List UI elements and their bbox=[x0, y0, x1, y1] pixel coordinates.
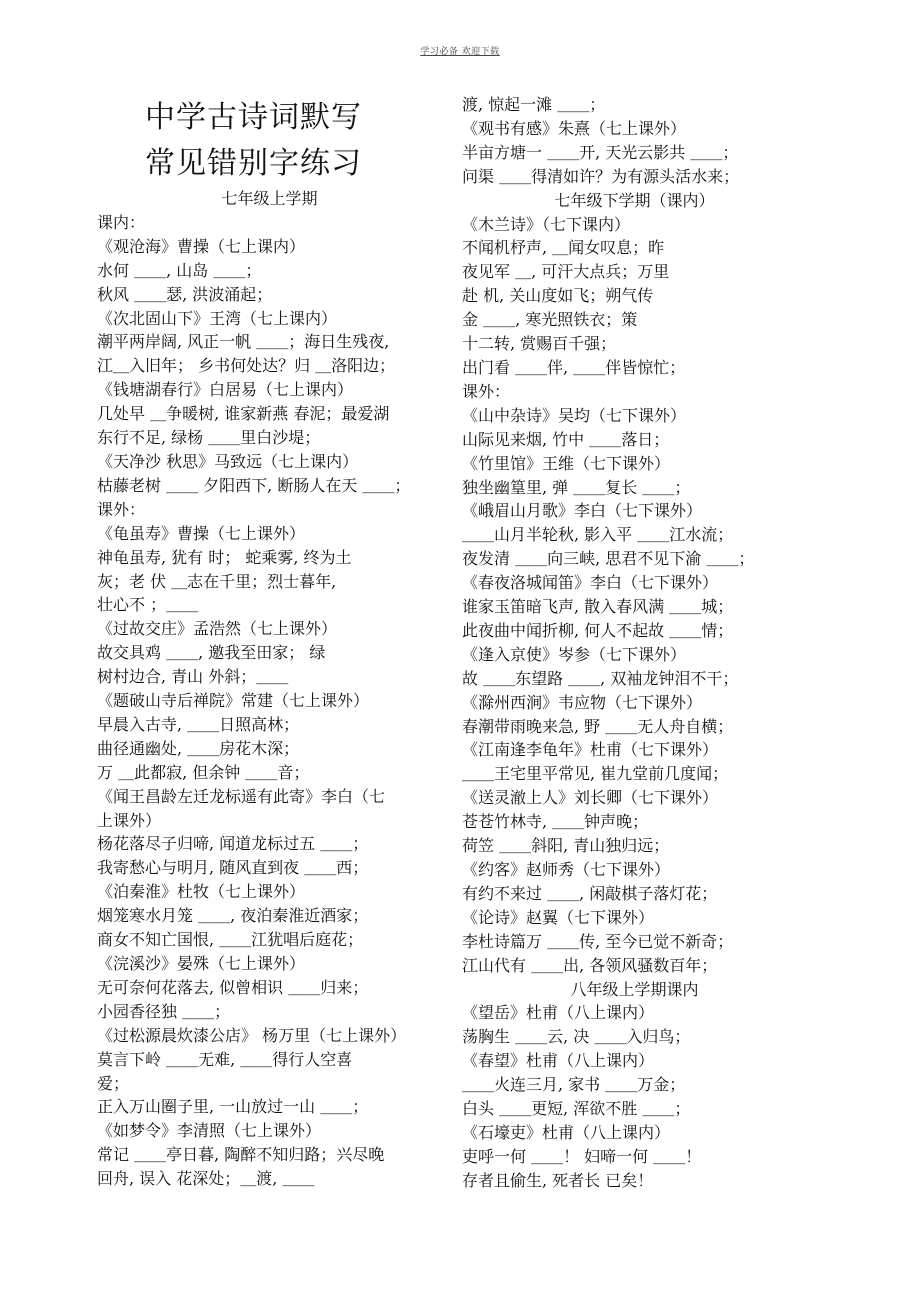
page-title-line1: 中学古诗词默写 bbox=[145, 100, 362, 135]
right-lines bbox=[462, 93, 807, 1193]
right-line: 《论诗》赵翼（七下课外） bbox=[462, 907, 655, 927]
right-line: 荡胸生 ＿＿云, 决 ＿＿入归鸟； bbox=[462, 1027, 691, 1047]
right-line: 此夜曲中闻折柳, 何人不起故 ＿＿情； bbox=[462, 620, 734, 640]
right-line: 金 ＿＿, 寒光照铁衣；策 bbox=[462, 310, 638, 330]
left-line: 《天净沙 秋思》马致远（七上课内） bbox=[97, 451, 359, 471]
right-line: 《逢入京使》岑参（七下课外） bbox=[462, 644, 687, 664]
left-line: 《如梦令》李清照（七上课外） bbox=[97, 1121, 322, 1141]
right-line: 李杜诗篇万 ＿＿传, 至今已觉不新奇； bbox=[462, 931, 734, 951]
right-line: 《竹里馆》王维（七下课外） bbox=[462, 453, 671, 473]
right-line: ＿＿山月半轮秋, 影入平 ＿＿江水流； bbox=[462, 525, 734, 545]
left-line: 我寄愁心与明月, 随风直到夜 ＿＿西； bbox=[97, 858, 369, 878]
left-line: 东行不足, 绿杨 ＿＿里白沙堤； bbox=[97, 428, 321, 448]
right-line: 江山代有 ＿＿出, 各领风骚数百年； bbox=[462, 955, 718, 975]
right-line: 渡, 惊起一滩 ＿＿； bbox=[462, 95, 606, 114]
right-column bbox=[462, 93, 807, 1193]
right-line: 赴 机, 关山度如飞；朔气传 bbox=[462, 286, 654, 306]
right-line: 《春夜洛城闻笛》李白（七下课外） bbox=[462, 573, 719, 593]
right-line: ＿＿王宅里平常见, 崔九堂前几度闻； bbox=[462, 764, 729, 784]
left-line: 无可奈何花落去, 似曾相识 ＿＿归来； bbox=[97, 977, 369, 997]
left-line: 水何 ＿＿, 山岛 ＿＿； bbox=[97, 260, 262, 280]
right-line: 十二转, 赏赐百千强； bbox=[462, 334, 617, 354]
right-line: 独坐幽篁里, 弹 ＿＿复长 ＿＿； bbox=[462, 477, 691, 497]
left-line: 课外： bbox=[97, 499, 146, 519]
right-line: ＿＿火连三月, 家书 ＿＿万金； bbox=[462, 1075, 686, 1095]
right-line: 《山中杂诗》吴均（七下课外） bbox=[462, 405, 687, 425]
right-line: 故 ＿＿东望路 ＿＿, 双袖龙钟泪不干； bbox=[462, 668, 739, 688]
left-line: 《泊秦淮》杜牧（七上课外） bbox=[97, 882, 306, 902]
right-line: 问渠 ＿＿得清如许？为有源头活水来； bbox=[462, 166, 740, 186]
left-line: 潮平两岸阔, 风正一帆 ＿＿；海日生残夜, bbox=[97, 332, 390, 352]
left-line: 爱； bbox=[97, 1073, 130, 1093]
right-line: 八年级上学期课内 bbox=[570, 979, 699, 999]
left-line: 《次北固山下》王湾（七上课内） bbox=[97, 308, 338, 328]
left-line: 《过故交庄》孟浩然（七上课外） bbox=[97, 619, 338, 639]
right-line: 《江南逢李龟年》杜甫（七下课外） bbox=[462, 740, 719, 760]
right-line: 山际见来烟, 竹中 ＿＿落日； bbox=[462, 429, 670, 449]
left-line: 莫言下岭 ＿＿无难, ＿＿得行人空喜 bbox=[97, 1049, 353, 1069]
right-line: 夜发清 ＿＿向三峡, 思君不见下渝 ＿＿； bbox=[462, 549, 755, 569]
left-line: 回舟, 误入 花深处；＿渡, ＿＿ bbox=[97, 1169, 315, 1189]
right-line: 谁家玉笛暗飞声, 散入春风满 ＿＿城； bbox=[462, 597, 734, 617]
left-line: 课内： bbox=[97, 212, 146, 232]
right-line: 《木兰诗》（七下课内） bbox=[462, 214, 631, 234]
page-title-line2: 常见错别字练习 bbox=[145, 146, 362, 181]
left-line: 上课外） bbox=[97, 810, 162, 830]
right-line: 不闻机杼声, ＿闻女叹息；昨 bbox=[462, 238, 665, 258]
left-line: 常记 ＿＿亭日暮, 陶醉不知归路；兴尽晚 bbox=[97, 1145, 385, 1165]
right-line: 《送灵澈上人》刘长卿（七下课外） bbox=[462, 788, 719, 808]
left-lines bbox=[97, 211, 442, 1191]
left-line: 小园香径独 ＿＿； bbox=[97, 1001, 231, 1021]
left-line: 秋风 ＿＿瑟, 洪波涌起； bbox=[97, 284, 273, 304]
left-line: 早晨入古寺, ＿＿日照高林； bbox=[97, 714, 300, 734]
left-line: 曲径通幽处, ＿＿房花木深； bbox=[97, 738, 300, 758]
right-line: 荷笠 ＿＿斜阳, 青山独归远； bbox=[462, 836, 670, 856]
right-line: 《观书有感》朱熹（七上课外） bbox=[462, 118, 687, 138]
right-line: 白头 ＿＿更短, 浑欲不胜 ＿＿； bbox=[462, 1099, 691, 1119]
right-line: 半亩方塘一 ＿＿开, 天光云影共 ＿＿； bbox=[462, 142, 739, 162]
left-line: 杨花落尽子归啼, 闻道龙标过五 ＿＿； bbox=[97, 834, 369, 854]
left-line: 枯藤老树 ＿＿ 夕阳西下, 断肠人在天 ＿＿； bbox=[97, 475, 411, 495]
left-line: 《题破山寺后禅院》常建（七上课外） bbox=[97, 691, 370, 711]
left-line: 《观沧海》曹操（七上课内） bbox=[97, 236, 306, 256]
left-line: 灰；老 伏 ＿志在千里；烈士暮年, bbox=[97, 571, 337, 591]
left-line: 万 ＿此都寂, 但余钟 ＿＿音； bbox=[97, 762, 310, 782]
left-line: 《龟虽寿》曹操（七上课外） bbox=[97, 523, 306, 543]
left-line: 《闻王昌龄左迁龙标遥有此寄》李白（七 bbox=[97, 786, 386, 806]
right-line: 《春望》杜甫（八上课内） bbox=[462, 1051, 655, 1071]
left-column bbox=[97, 93, 442, 1191]
right-line: 吏呼一何 ＿＿！ 妇啼一何 ＿＿！ bbox=[462, 1146, 702, 1166]
left-line: 《钱塘湖春行》白居易（七上课内） bbox=[97, 380, 354, 400]
right-line: 《峨眉山月歌》李白（七下课外） bbox=[462, 501, 703, 521]
left-line: 烟笼寒水月笼 ＿＿, 夜泊秦淮近酒家； bbox=[97, 906, 369, 926]
right-line: 《望岳》杜甫（八上课内） bbox=[462, 1003, 655, 1023]
left-line: 壮心不 ；＿＿ bbox=[97, 595, 199, 615]
left-line: 正入万山圈子里, 一山放过一山 ＿＿； bbox=[97, 1097, 369, 1117]
left-line: 神龟虽寿, 犹有 时； 蛇乘雾, 终为土 bbox=[97, 547, 352, 567]
page-header: 学习必备 欢迎下载 bbox=[420, 47, 500, 57]
right-line: 《约客》赵师秀（七下课外） bbox=[462, 860, 671, 879]
right-line: 《滁州西涧》韦应物（七下课外） bbox=[462, 692, 703, 712]
right-line: 春潮带雨晚来急, 野 ＿＿无人舟自横； bbox=[462, 716, 734, 736]
right-line: 课外： bbox=[462, 381, 511, 401]
left-line: 商女不知亡国恨, ＿＿江犹唱后庭花； bbox=[97, 930, 364, 950]
right-line: 有约不来过 ＿＿, 闲敲棋子落灯花； bbox=[462, 883, 718, 903]
left-line: 故交具鸡 ＿＿, 邀我至田家； 绿 bbox=[97, 643, 326, 663]
right-line: 苍苍竹林寺, ＿＿钟声晚； bbox=[462, 812, 649, 832]
left-line: 江＿入旧年； 乡书何处达？归 ＿洛阳边； bbox=[97, 356, 396, 376]
left-line: 《过松源晨炊漆公店》 杨万里（七上课外） bbox=[97, 1025, 407, 1045]
right-line: 七年级下学期（课内） bbox=[554, 190, 715, 210]
right-line: 夜见军 ＿, 可汗大点兵；万里 bbox=[462, 262, 670, 282]
left-line: 几处早 ＿争暖树, 谁家新燕 春泥；最爱湖 bbox=[97, 404, 390, 424]
right-line: 《石壕吏》杜甫（八上课内） bbox=[462, 1122, 671, 1142]
right-line: 出门看 ＿＿伴, ＿＿伴皆惊忙； bbox=[462, 357, 686, 377]
grade-heading: 七年级上学期 bbox=[221, 189, 318, 208]
left-line: 树村边合, 青山 外斜；＿＿ bbox=[97, 667, 289, 687]
right-line: 存者且偷生, 死者长 已矣！ bbox=[462, 1170, 654, 1190]
left-line: 《浣溪沙》晏殊（七上课外） bbox=[97, 954, 306, 973]
